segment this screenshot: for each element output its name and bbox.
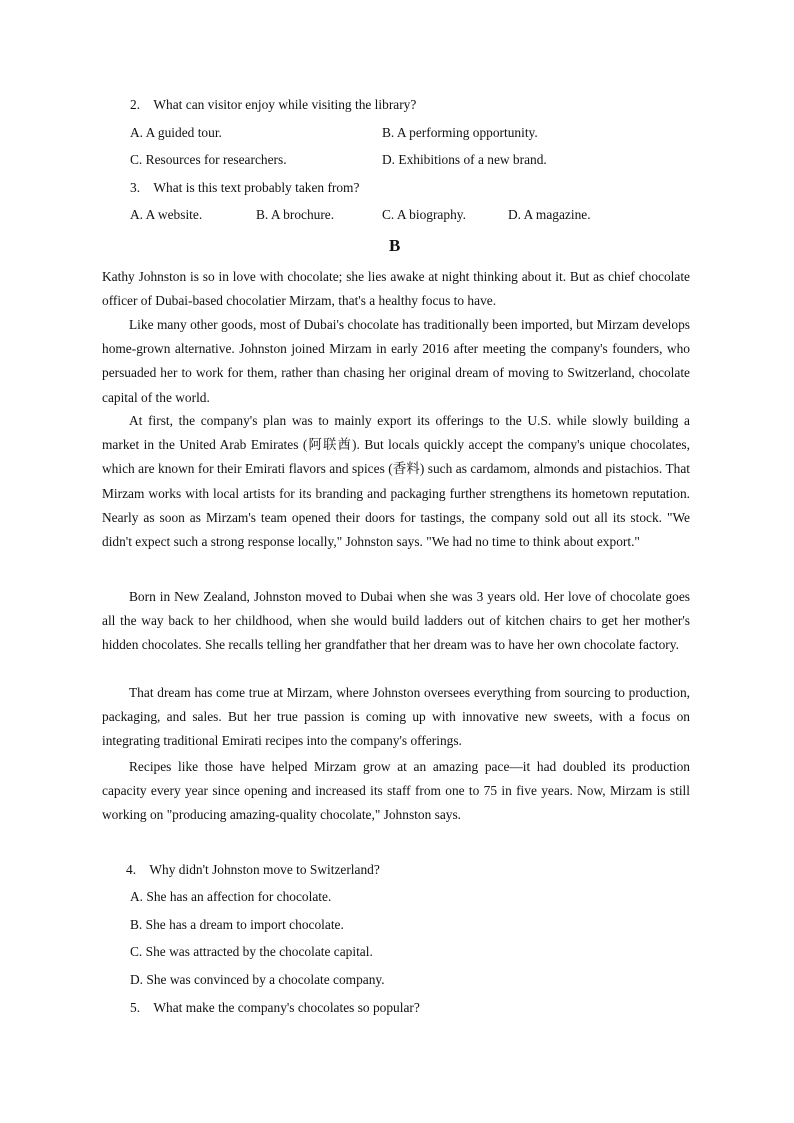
option-a <box>130 207 202 223</box>
option-b <box>130 917 344 933</box>
passage-paragraph-3 <box>102 409 690 554</box>
passage-paragraph-5 <box>102 681 690 754</box>
option-text: She has a dream to import chocolate. <box>145 917 344 932</box>
option-letter: D. <box>508 207 522 222</box>
question-4 <box>126 862 380 878</box>
question-2 <box>130 97 416 113</box>
paragraph-text: That dream has come true at Mirzam, where Johnston oversees everything from sourcing to production, packaging, and sales. But her true passion is coming up with innovative new sweets, with a focus on integrating traditional Emirati recipes into the company's offerings. <box>102 685 690 749</box>
option-letter: A. <box>130 207 144 222</box>
paragraph-text: Born in New Zealand, Johnston moved to Dubai when she was 3 years old. Her love of chocolate goes all the way back to her childhood, when she would build ladders out of kitchen chairs to get her mother's hidden chocolates. She recalls telling her grandfather that her dream was to have her own chocolate factory. <box>102 589 690 653</box>
option-text: A biography. <box>396 207 466 222</box>
option-a <box>130 125 222 141</box>
section-heading: B <box>389 236 401 255</box>
passage-paragraph-2 <box>102 313 690 410</box>
option-d <box>382 152 547 168</box>
option-b <box>382 125 538 141</box>
question-number: 2. <box>130 97 141 112</box>
option-text: A brochure. <box>270 207 335 222</box>
option-a <box>130 889 331 905</box>
option-letter: C. <box>130 944 143 959</box>
option-text: She was attracted by the chocolate capital. <box>145 944 373 959</box>
question-number: 3. <box>130 180 141 195</box>
question-text: Why didn't Johnston move to Switzerland? <box>149 862 380 877</box>
option-d <box>130 972 385 988</box>
option-letter: C. <box>382 207 395 222</box>
question-text: What is this text probably taken from? <box>153 180 360 195</box>
paragraph-text: At first, the company's plan was to mainly export its offerings to the U.S. while slowly building a market in the United Arab Emirates (阿联酋). But locals quickly accept the company's unique chocolates, which are known for their Emirati flavors and spices (香料) such as cardamom, almonds and pistachios. That Mirzam works with local artists for its branding and packaging further strengthens its hometown reputation. Nearly as soon as Mirzam's team opened their doors for tastings, the company sold out all its stock. "We didn't expect such a strong response locally," Johnston says. "We had no time to think about export." <box>102 413 690 550</box>
option-d <box>508 207 591 223</box>
paragraph-text: Kathy Johnston is so in love with chocolate; she lies awake at night thinking about it. But as chief chocolate officer of Dubai-based chocolatier Mirzam, that's a healthy focus to have. <box>102 269 690 309</box>
option-letter: A. <box>130 889 144 904</box>
option-letter: B. <box>382 125 395 140</box>
question-5 <box>130 1000 420 1016</box>
option-text: A performing opportunity. <box>396 125 538 140</box>
question-number: 5. <box>130 1000 141 1015</box>
option-text: Exhibitions of a new brand. <box>398 152 547 167</box>
passage-paragraph-6 <box>102 755 690 828</box>
question-text: What can visitor enjoy while visiting the library? <box>153 97 417 112</box>
option-text: A guided tour. <box>145 125 222 140</box>
option-c <box>130 944 373 960</box>
passage-paragraph-4 <box>102 585 690 658</box>
paragraph-text: Like many other goods, most of Dubai's chocolate has traditionally been imported, but Mirzam develops home-grown alternative. Johnston joined Mirzam in early 2016 after meeting the company's founders, who persuaded her to work for them, rather than chasing her original dream of moving to Switzerland, chocolate capital of the world. <box>102 317 690 405</box>
option-letter: C. <box>130 152 143 167</box>
paragraph-text: Recipes like those have helped Mirzam grow at an amazing pace—it had doubled its production capacity every year since opening and increased its staff from one to 75 in five years. Now, Mirzam is still working on "producing amazing-quality chocolate," Johnston says. <box>102 759 690 823</box>
question-3 <box>130 180 359 196</box>
option-text: She has an affection for chocolate. <box>146 889 332 904</box>
option-text: Resources for researchers. <box>145 152 287 167</box>
option-letter: A. <box>130 125 144 140</box>
option-c <box>130 152 287 168</box>
option-letter: B. <box>256 207 269 222</box>
option-text: She was convinced by a chocolate company. <box>146 972 385 987</box>
option-letter: D. <box>382 152 396 167</box>
passage-paragraph-1 <box>102 265 690 313</box>
option-c <box>382 207 466 223</box>
option-letter: B. <box>130 917 143 932</box>
option-b <box>256 207 334 223</box>
question-number: 4. <box>126 862 137 877</box>
option-text: A magazine. <box>523 207 591 222</box>
option-text: A website. <box>145 207 203 222</box>
option-letter: D. <box>130 972 144 987</box>
question-text: What make the company's chocolates so popular? <box>153 1000 420 1015</box>
